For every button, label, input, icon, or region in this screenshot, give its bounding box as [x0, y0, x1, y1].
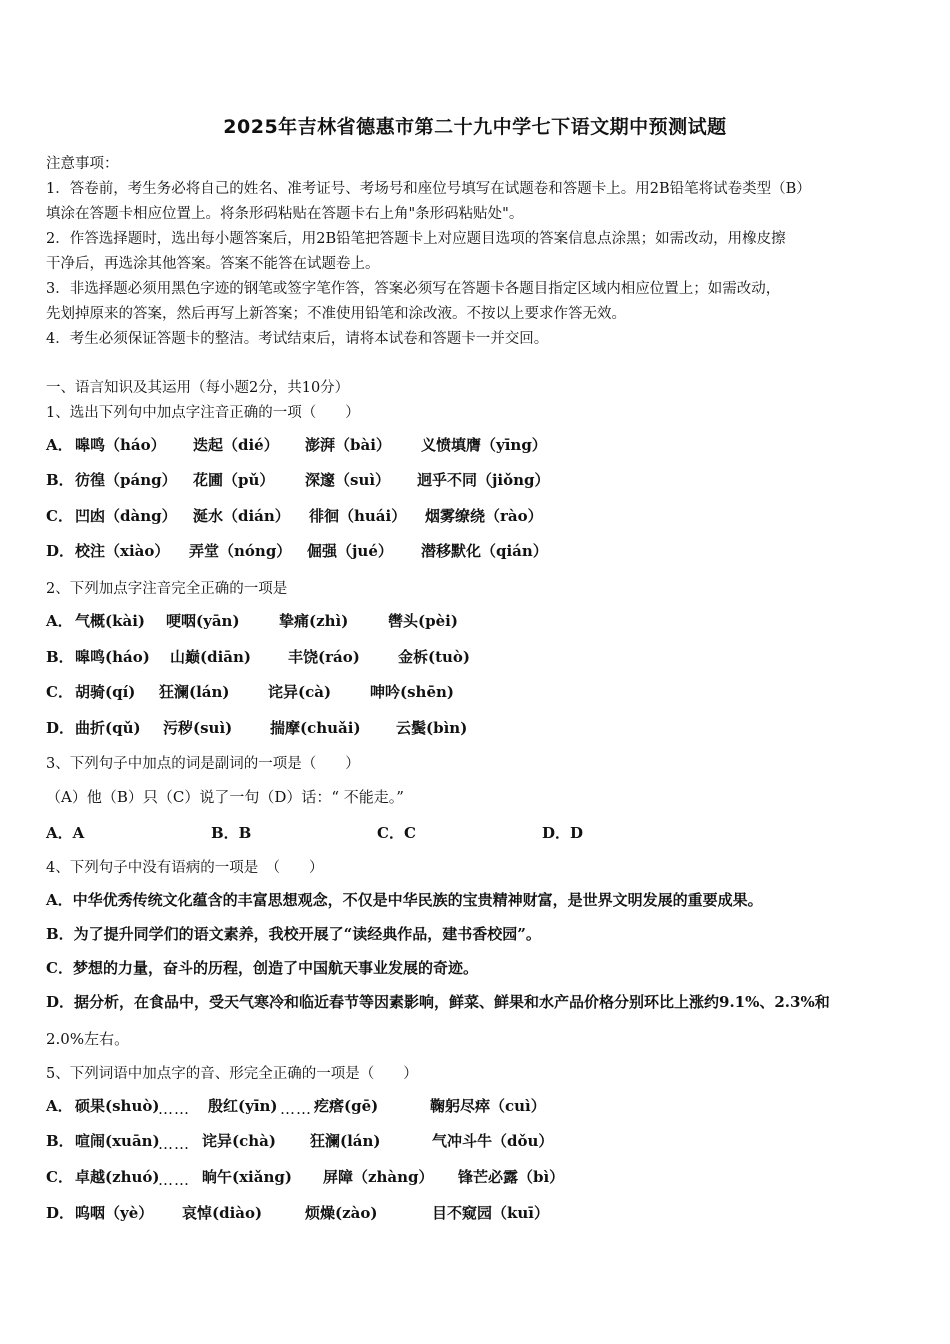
- option-item: 喧闹(xuān): [75, 1132, 160, 1150]
- option-item: 污秽(suì): [163, 719, 233, 737]
- option-label: B．: [46, 648, 74, 666]
- option-item: 彷徨（páng）: [75, 471, 177, 489]
- option-item: 烦燥(zào): [305, 1204, 378, 1222]
- question-stem: 3、下列句子中加点的词是副词的一项是（ ）: [46, 756, 360, 772]
- option-item: 晌午(xiǎng): [202, 1168, 292, 1186]
- option-item: 校注（xiào）: [75, 542, 170, 560]
- option-label: D．: [46, 542, 75, 560]
- emphasis-dots: ……: [158, 1135, 190, 1153]
- option-item: 呻吟(shēn): [370, 683, 454, 701]
- option-label: A．: [46, 436, 73, 454]
- option-item: 涎水（dián）: [193, 507, 290, 525]
- option-label: D．: [46, 1204, 75, 1222]
- option-item: 气冲斗牛（dǒu）: [432, 1132, 554, 1150]
- option-label: C．: [46, 683, 73, 701]
- option-label: C．: [46, 1168, 73, 1186]
- option-item: 哀悼(diào): [182, 1204, 263, 1222]
- option-item: 锋芒必露（bì）: [458, 1168, 565, 1186]
- option-label: D．: [46, 719, 75, 737]
- option-item: 殷红(yīn): [208, 1097, 278, 1115]
- notice-line: 4．考生必须保证答题卡的整洁。考试结束后，请将本试卷和答题卡一并交回。: [46, 331, 549, 347]
- page-title: 2025年吉林省德惠市第二十九中学七下语文期中预测试题: [223, 116, 727, 138]
- option-item: 澎湃（bài）: [305, 436, 391, 454]
- option-item: 卓越(zhuó): [75, 1168, 160, 1186]
- option-item: 硕果(shuò): [75, 1097, 160, 1115]
- option-label: B．: [46, 1132, 74, 1150]
- notice-line: 1．答卷前，考生务必将自己的姓名、准考证号、考场号和座位号填写在试题卷和答题卡上。用2B铅笔将试卷类型（B）: [46, 181, 811, 197]
- emphasis-dots: ……: [158, 1100, 190, 1118]
- option-item: 鞠躬尽瘁（cuì）: [430, 1097, 546, 1115]
- option-item: 丰饶(ráo): [288, 648, 360, 666]
- option-text: 2.0%左右。: [46, 1030, 130, 1048]
- option-item: 气概(kài): [75, 612, 146, 630]
- option-text: A．中华优秀传统文化蕴含的丰富思想观念，不仅是中华民族的宝贵精神财富，是世界文明发展的重要成果。: [46, 891, 763, 909]
- option-item: 疙瘩(gē): [314, 1097, 379, 1115]
- option-item: 狂澜(lán): [159, 683, 230, 701]
- option-item: C．C: [377, 824, 416, 842]
- option-item: 诧异(cà): [268, 683, 332, 701]
- notice-line: 先划掉原来的答案，然后再写上新答案；不准使用铅笔和涂改液。不按以上要求作答无效。: [46, 306, 626, 322]
- question-stem: 2、下列加点字注音完全正确的一项是: [46, 581, 288, 597]
- emphasis-dots: ……: [280, 1100, 312, 1118]
- option-label: A．: [46, 612, 73, 630]
- option-item: 徘徊（huái）: [309, 507, 407, 525]
- option-item: 哽咽(yān): [166, 612, 240, 630]
- option-item: 迭起（dié）: [193, 436, 279, 454]
- option-text: B．为了提升同学们的语文素养，我校开展了“读经典作品，建书香校园”。: [46, 925, 541, 943]
- notice-line: 干净后，再选涂其他答案。答案不能答在试题卷上。: [46, 256, 380, 272]
- notice-line: 2．作答选择题时，选出每小题答案后，用2B铅笔把答题卡上对应题目选项的答案信息点涂黑；如需改动，用橡皮擦: [46, 231, 786, 247]
- option-item: 狂澜(lán): [310, 1132, 381, 1150]
- option-item: 烟雾缭绕（rào）: [425, 507, 543, 525]
- section-heading: 一、语言知识及其运用（每小题2分，共10分）: [46, 380, 350, 396]
- option-item: 嗥鸣(háo): [75, 648, 150, 666]
- question-stem: 1、选出下列句中加点字注音正确的一项（ ）: [46, 405, 360, 421]
- option-text: C．梦想的力量，奋斗的历程，创造了中国航天事业发展的奇迹。: [46, 959, 478, 977]
- option-item: A．A: [46, 824, 85, 842]
- option-item: 屏障（zhàng）: [323, 1168, 434, 1186]
- option-item: 目不窥园（kuī）: [432, 1204, 549, 1222]
- option-item: 揣摩(chuǎi): [270, 719, 361, 737]
- option-item: 迥乎不同（jiǒng）: [417, 471, 550, 489]
- question-stem: 4、下列句子中没有语病的一项是 （ ）: [46, 860, 324, 876]
- option-item: 诧异(chà): [202, 1132, 276, 1150]
- option-item: 辔头(pèi): [388, 612, 458, 630]
- option-label: C．: [46, 507, 73, 525]
- option-item: D．D: [542, 824, 584, 842]
- question-sentence: （A）他（B）只（C）说了一句（D）话：“ 不能走。”: [46, 788, 404, 806]
- option-item: 弄堂（nóng）: [189, 542, 292, 560]
- option-label: B．: [46, 471, 74, 489]
- question-stem: 5、下列词语中加点字的音、形完全正确的一项是（ ）: [46, 1066, 418, 1082]
- option-item: 义愤填膺（yīng）: [421, 436, 547, 454]
- option-item: 凹凼（dàng）: [75, 507, 177, 525]
- option-item: 曲折(qǔ): [75, 719, 141, 737]
- option-item: 金柝(tuò): [398, 648, 471, 666]
- option-text: D．据分析，在食品中，受天气寒冷和临近春节等因素影响，鲜菜、鲜果和水产品价格分别环比上涨约9.1%、2.3%和: [46, 993, 830, 1011]
- option-item: B．B: [211, 824, 252, 842]
- option-item: 倔强（jué）: [307, 542, 393, 560]
- option-item: 挚痛(zhì): [279, 612, 349, 630]
- notice-heading: 注意事项：: [46, 156, 119, 172]
- option-item: 嗥鸣（háo）: [75, 436, 166, 454]
- option-item: 潜移默化（qián）: [421, 542, 548, 560]
- option-item: 胡骑(qí): [75, 683, 136, 701]
- emphasis-dots: ……: [158, 1171, 190, 1189]
- option-item: 花圃（pǔ）: [193, 471, 275, 489]
- option-item: 云鬓(bìn): [396, 719, 468, 737]
- notice-line: 3．非选择题必须用黑色字迹的钢笔或签字笔作答，答案必须写在答题卡各题目指定区域内相应位置上；如需改动，: [46, 281, 781, 297]
- option-label: A．: [46, 1097, 73, 1115]
- option-item: 深邃（suì）: [305, 471, 391, 489]
- option-item: 山巅(diān): [170, 648, 252, 666]
- option-item: 呜咽（yè）: [75, 1204, 154, 1222]
- notice-line: 填涂在答题卡相应位置上。将条形码粘贴在答题卡右上角"条形码粘贴处"。: [46, 206, 524, 222]
